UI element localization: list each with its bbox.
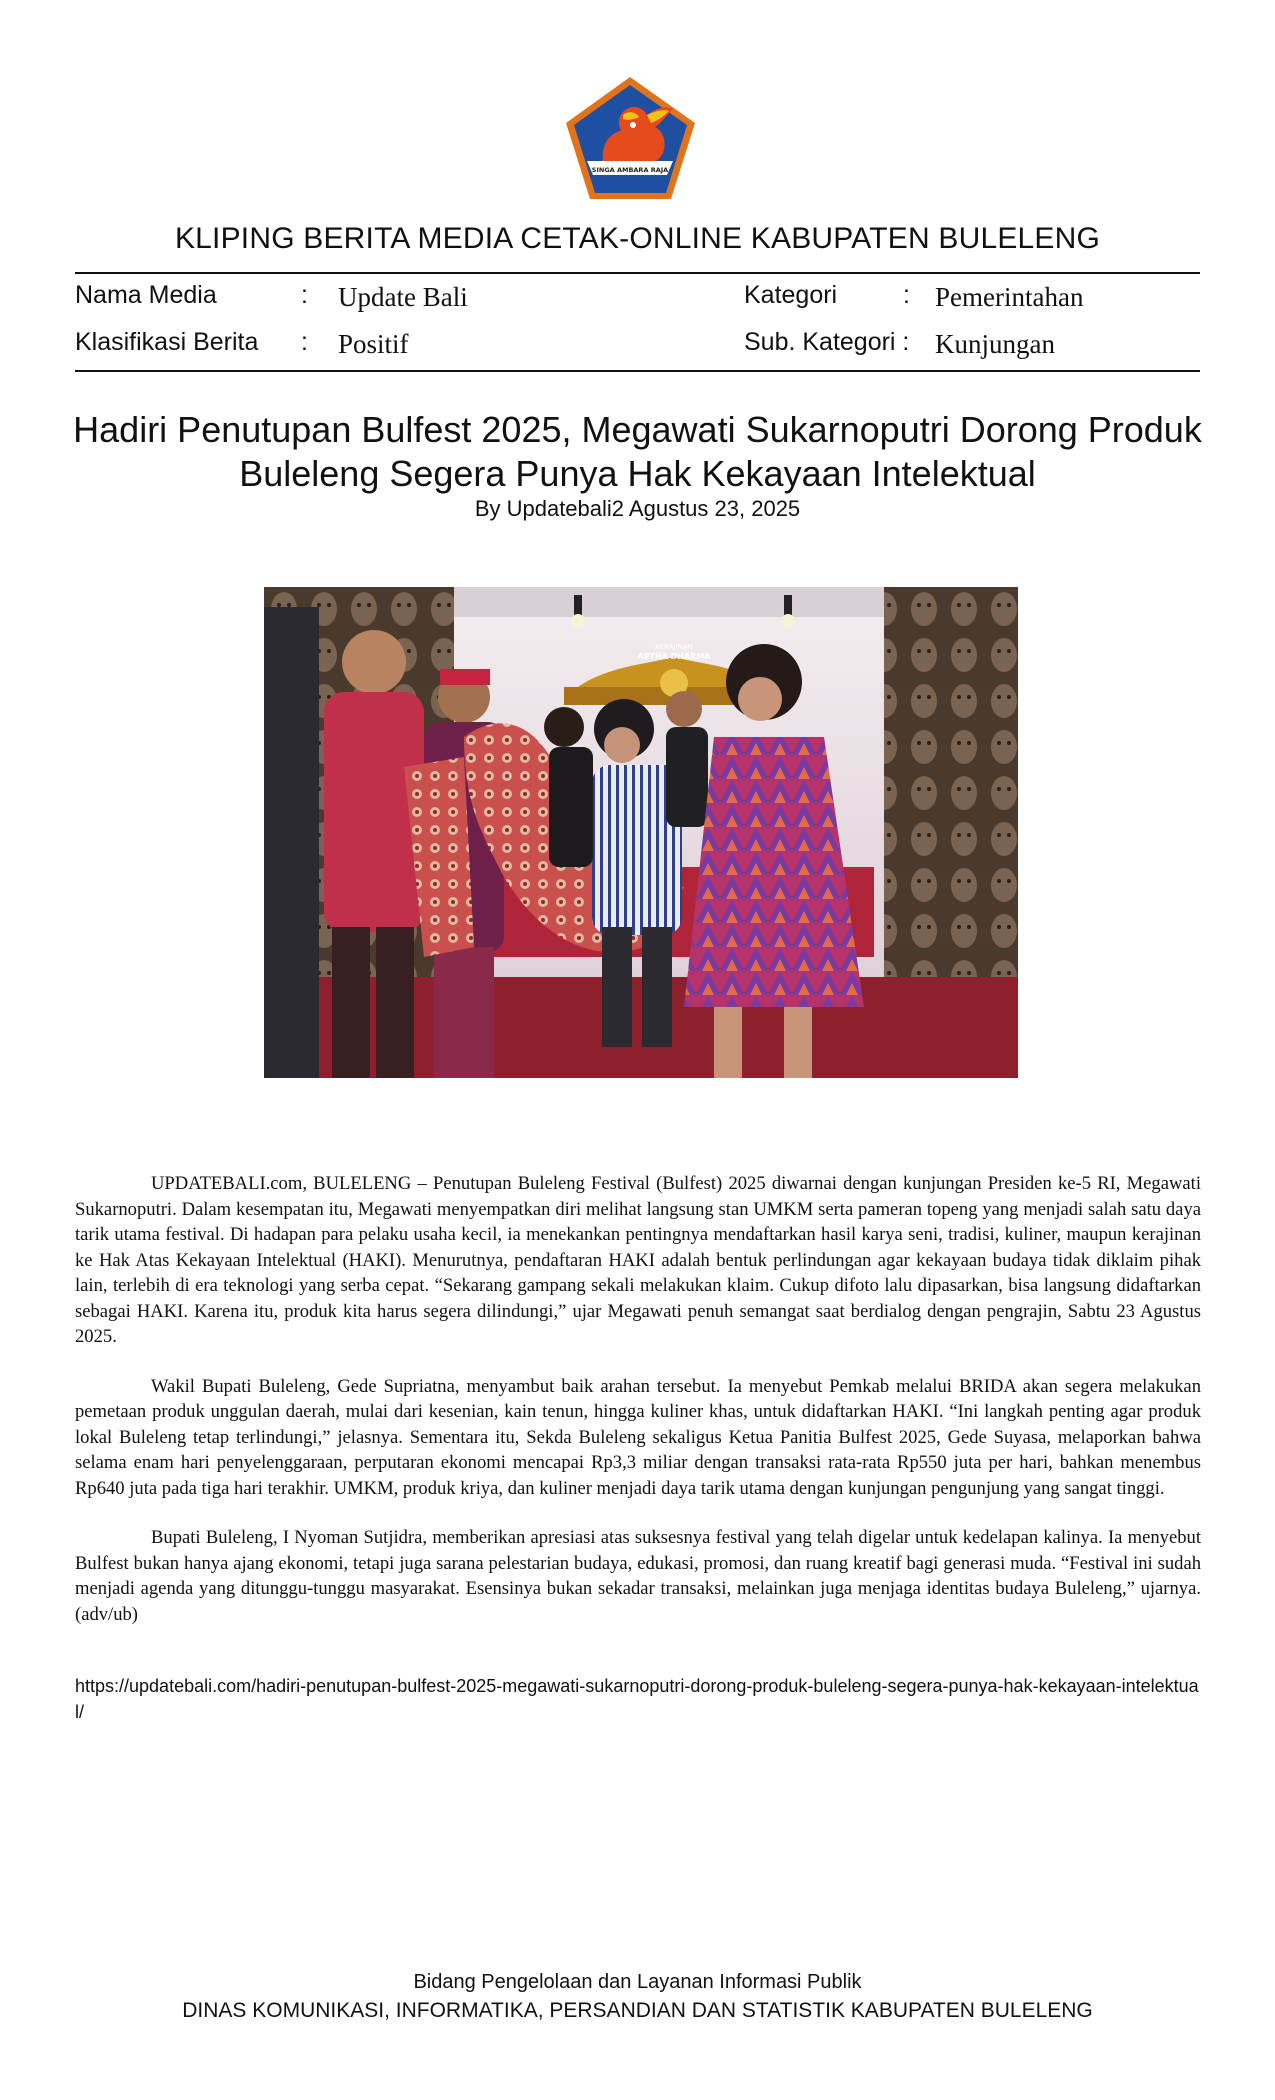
header-divider-bottom [75,370,1200,372]
nama-media-value: Update Bali [338,282,468,312]
sub-kategori-value: Kunjungan [935,329,1055,359]
article-byline: By Updatebali2 Agustus 23, 2025 [474,496,801,521]
kategori-colon: : [903,281,910,309]
page-title: KLIPING BERITA MEDIA CETAK-ONLINE KABUPATEN BULELENG [174,222,1101,255]
header-divider-top [75,272,1200,274]
article-paragraph-1: UPDATEBALI.com, BULELENG – Penutupan Buleleng Festival (Bulfest) 2025 diwarnai dengan kunjungan Presiden ke-5 RI, Megawati Sukarnoputri. Dalam kesempatan itu, Megawati menyempatkan diri melihat langsung stan UMKM serta pameran topeng yang menjadi salah satu daya tarik utama festival. Di hadapan para pelaku usaha kecil, ia menekankan pentingnya mendaftarkan hasil karya seni, tradisi, kuliner, maupun kerajinan ke Hak Atas Kekayaan Intelektual (HAKI). Menurutnya, pendaftaran HAKI adalah bentuk perlindungan agar kekayaan budaya tidak diklaim pihak lain, terlebih di era teknologi yang serba cepat. “Sekarang gampang sekali melakukan klaim. Cukup difoto lalu dipasarkan, bisa langsung didaftarkan sebagai HAKI. Karena itu, produk kita harus segera dilindungi,” ujar Megawati penuh semangat saat berdialog dengan pengrajin, Sabtu 23 Agustus 2025. [75,1173,1201,1347]
article-paragraph-3: Bupati Buleleng, I Nyoman Sutjidra, memberikan apresiasi atas suksesnya festival yang telah digelar untuk kedelapan kalinya. Ia menyebut Bulfest bukan hanya ajang ekonomi, tetapi juga sarana pelestarian budaya, edukasi, promosi, dan ruang kreatif bagi generasi muda. “Festival ini sudah menjadi agenda yang ditunggu-tunggu masyarakat. Esensinya bukan sekadar transaksi, melainkan juga menjaga identitas budaya Buleleng,” ujarnya.(adv/ub) [75,1527,1201,1625]
sub-kategori-label: Sub. Kategori : [744,328,910,356]
crest-icon [563,75,698,201]
buleleng-regency-logo [563,75,698,201]
nama-media-label: Nama Media [75,281,217,309]
nama-media-colon: : [301,281,308,309]
article-paragraph-2: Wakil Bupati Buleleng, Gede Supriatna, menyambut baik arahan tersebut. Ia menyebut Pemkab melalui BRIDA akan segera melakukan pemetaan produk unggulan daerah, mulai dari kesenian, kain tenun, hingga kuliner khas, untuk didaftarkan HAKI. “Ini langkah penting agar produk lokal Buleleng tetap terlindungi,” jelasnya. Sementara itu, Sekda Buleleng sekaligus Ketua Panitia Bulfest 2025, Gede Suyasa, melaporkan bahwa selama enam hari penyelenggaraan, perputaran ekonomi mencapai Rp3,3 miliar dengan transaksi rata-rata Rp550 juta per hari, bahkan menembus Rp640 juta pada tiga hari terakhir. UMKM, produk kriya, dan kuliner menjadi daya tarik utama dengan kunjungan pengunjung yang sangat tinggi. [75,1375,1201,1499]
article-body [75,1171,1201,1651]
footer-agency: DINAS KOMUNIKASI, INFORMATIKA, PERSANDIAN DAN STATISTIK KABUPATEN BULELENG [182,1999,1093,2022]
footer-division: Bidang Pengelolaan dan Layanan Informasi Publik [413,1971,862,1993]
article-headline: Hadiri Penutupan Bulfest 2025, Megawati Sukarnoputri Dorong Produk Buleleng Segera Punya Hak Kekayaan Intelektual [73,409,1202,494]
photo-sign-small: KERAJINAN [655,643,693,651]
kategori-value: Pemerintahan [935,282,1084,312]
klasifikasi-value: Positif [338,329,409,359]
source-url-link[interactable]: https://updatebali.com/hadiri-penutupan-bulfest-2025-megawati-sukarnoputri-dorong-produk-buleleng-segera-punya-hak-kekayaan-intelektual/ [75,1676,1199,1722]
klasifikasi-colon: : [301,328,308,356]
article-photo [264,587,1018,1078]
photo-sign: ARTHA DHARMA [637,652,711,661]
logo-motto: SINGA AMBARA RAJA [591,166,669,174]
klasifikasi-label: Klasifikasi Berita [75,328,259,356]
kategori-label: Kategori [744,281,838,309]
